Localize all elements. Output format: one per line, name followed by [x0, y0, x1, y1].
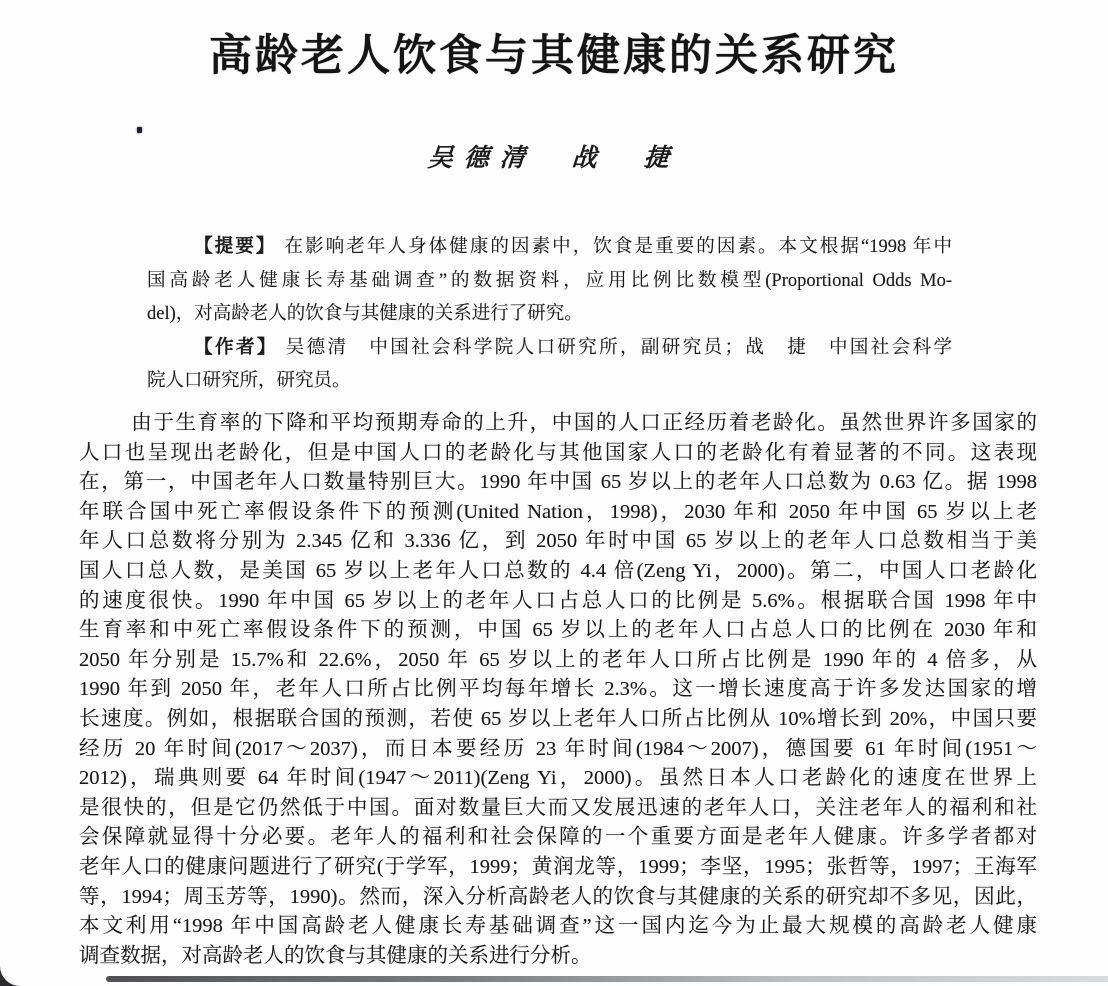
abstract-block: [147, 231, 952, 399]
body-line: 人口也呈现出老龄化，但是中国人口的老龄化与其他国家人口的老龄化有着显著的不同。这表现: [79, 441, 1037, 464]
body-line: 老年人口的健康问题进行了研究(于学军，1999；黄润龙等，1999；李坚，1995；张哲等，1997；王海军: [79, 855, 1037, 878]
body-line: 在，第一，中国老年人口数量特别巨大。1990 年中国 65 岁以上的老年人口总数为 0.63 亿。据 1998: [79, 471, 1037, 494]
paper-title: 高龄老人饮食与其健康的关系研究: [209, 33, 899, 80]
body-line: 年联合国中死亡率假设条件下的预测(United Nation，1998)，2030 年和 2050 年中国 65 岁以上老: [79, 500, 1037, 523]
body-line: 2050 年分别是 15.7%和 22.6%，2050 年 65 岁以上的老年人口所占比例是 1990 年的 4 倍多，从: [79, 648, 1037, 671]
body-line: 生育率和中死亡率假设条件下的预测，中国 65 岁以上的老年人口占总人口的比例在 2030 年和: [79, 619, 1037, 642]
body-line: 国人口总人数，是美国 65 岁以上老年人口总数的 4.4 倍(Zeng Yi，2000)。第二，中国人口老龄化: [79, 559, 1037, 582]
body-line: 经历 20 年时间(2017～2037)，而日本要经历 23 年时间(1984～2007)，德国要 61 年时间(1951～: [79, 737, 1037, 760]
body-line: 本文利用“1998 年中国高龄老人健康长寿基础调查”这一国内迄今为止最大规模的高龄老人健康: [79, 915, 1037, 938]
authors-line: 吴德清 战 捷: [426, 145, 681, 172]
body-line: 调查数据，对高龄老人的饮食与其健康的关系进行分析。: [79, 944, 592, 967]
scan-bottom-edge-shadow: [106, 976, 1108, 982]
body-line: 2012)，瑞典则要 64 年时间(1947～2011)(Zeng Yi，2000)。虽然日本人口老龄化的速度在世界上: [79, 767, 1037, 790]
author-note-text: 院人口研究所，研究员。: [147, 371, 351, 391]
author-note-label: 【作者】: [194, 337, 278, 358]
abstract-text: del)，对高龄老人的饮食与其健康的关系进行了研究。: [147, 304, 583, 324]
body-line: 等，1994；周玉芳等，1990)。然而，深入分析高龄老人的饮食与其健康的关系的研究却不多见，因此，: [79, 885, 1037, 908]
ink-speck-artifact: [137, 127, 142, 133]
body-line: 长速度。例如，根据联合国的预测，若使 65 岁以上老年人口所占比例从 10%增长到 20%，中国只要: [79, 707, 1037, 730]
abstract-text: 国高龄老人健康长寿基础调查”的数据资料，应用比例比数模型(Proportional Odds Mo-: [147, 270, 952, 291]
scan-corner-shadow: [0, 966, 58, 986]
abstract-line: [147, 231, 952, 265]
body-line: 1990 年到 2050 年，老年人口所占比例平均每年增长 2.3%。这一增长速度高于许多发达国家的增: [79, 678, 1037, 701]
body-line: 年人口总数将分别为 2.345 亿和 3.336 亿，到 2050 年时中国 65 岁以上的老年人口总数相当于美: [79, 530, 1037, 553]
body-line: 是很快的，但是它仍然低于中国。面对数量巨大而又发展迅速的老年人口，关注老年人的福利和社: [79, 796, 1037, 819]
body-line: 的速度很快。1990 年中国 65 岁以上的老年人口占总人口的比例是 5.6%。根据联合国 1998 年中: [79, 589, 1037, 612]
body-line: 由于生育率的下降和平均预期寿命的上升，中国的人口正经历着老龄化。虽然世界许多国家的: [131, 412, 1037, 434]
author-note-line: [147, 365, 952, 399]
body-paragraph: [79, 409, 1037, 971]
body-line: 会保障就显得十分必要。老年人的福利和社会保障的一个重要方面是老年人健康。许多学者都对: [79, 826, 1037, 849]
author-note-text: 吴德清 中国社会科学院人口研究所，副研究员；战 捷 中国社会科学: [285, 337, 952, 358]
abstract-line: [147, 298, 952, 332]
abstract-line: [147, 265, 952, 299]
abstract-label: 【提要】: [194, 237, 277, 257]
abstract-text: 在影响老年人身体健康的因素中，饮食是重要的因素。本文根据“1998 年中: [284, 237, 952, 257]
author-note-line: [147, 332, 952, 366]
